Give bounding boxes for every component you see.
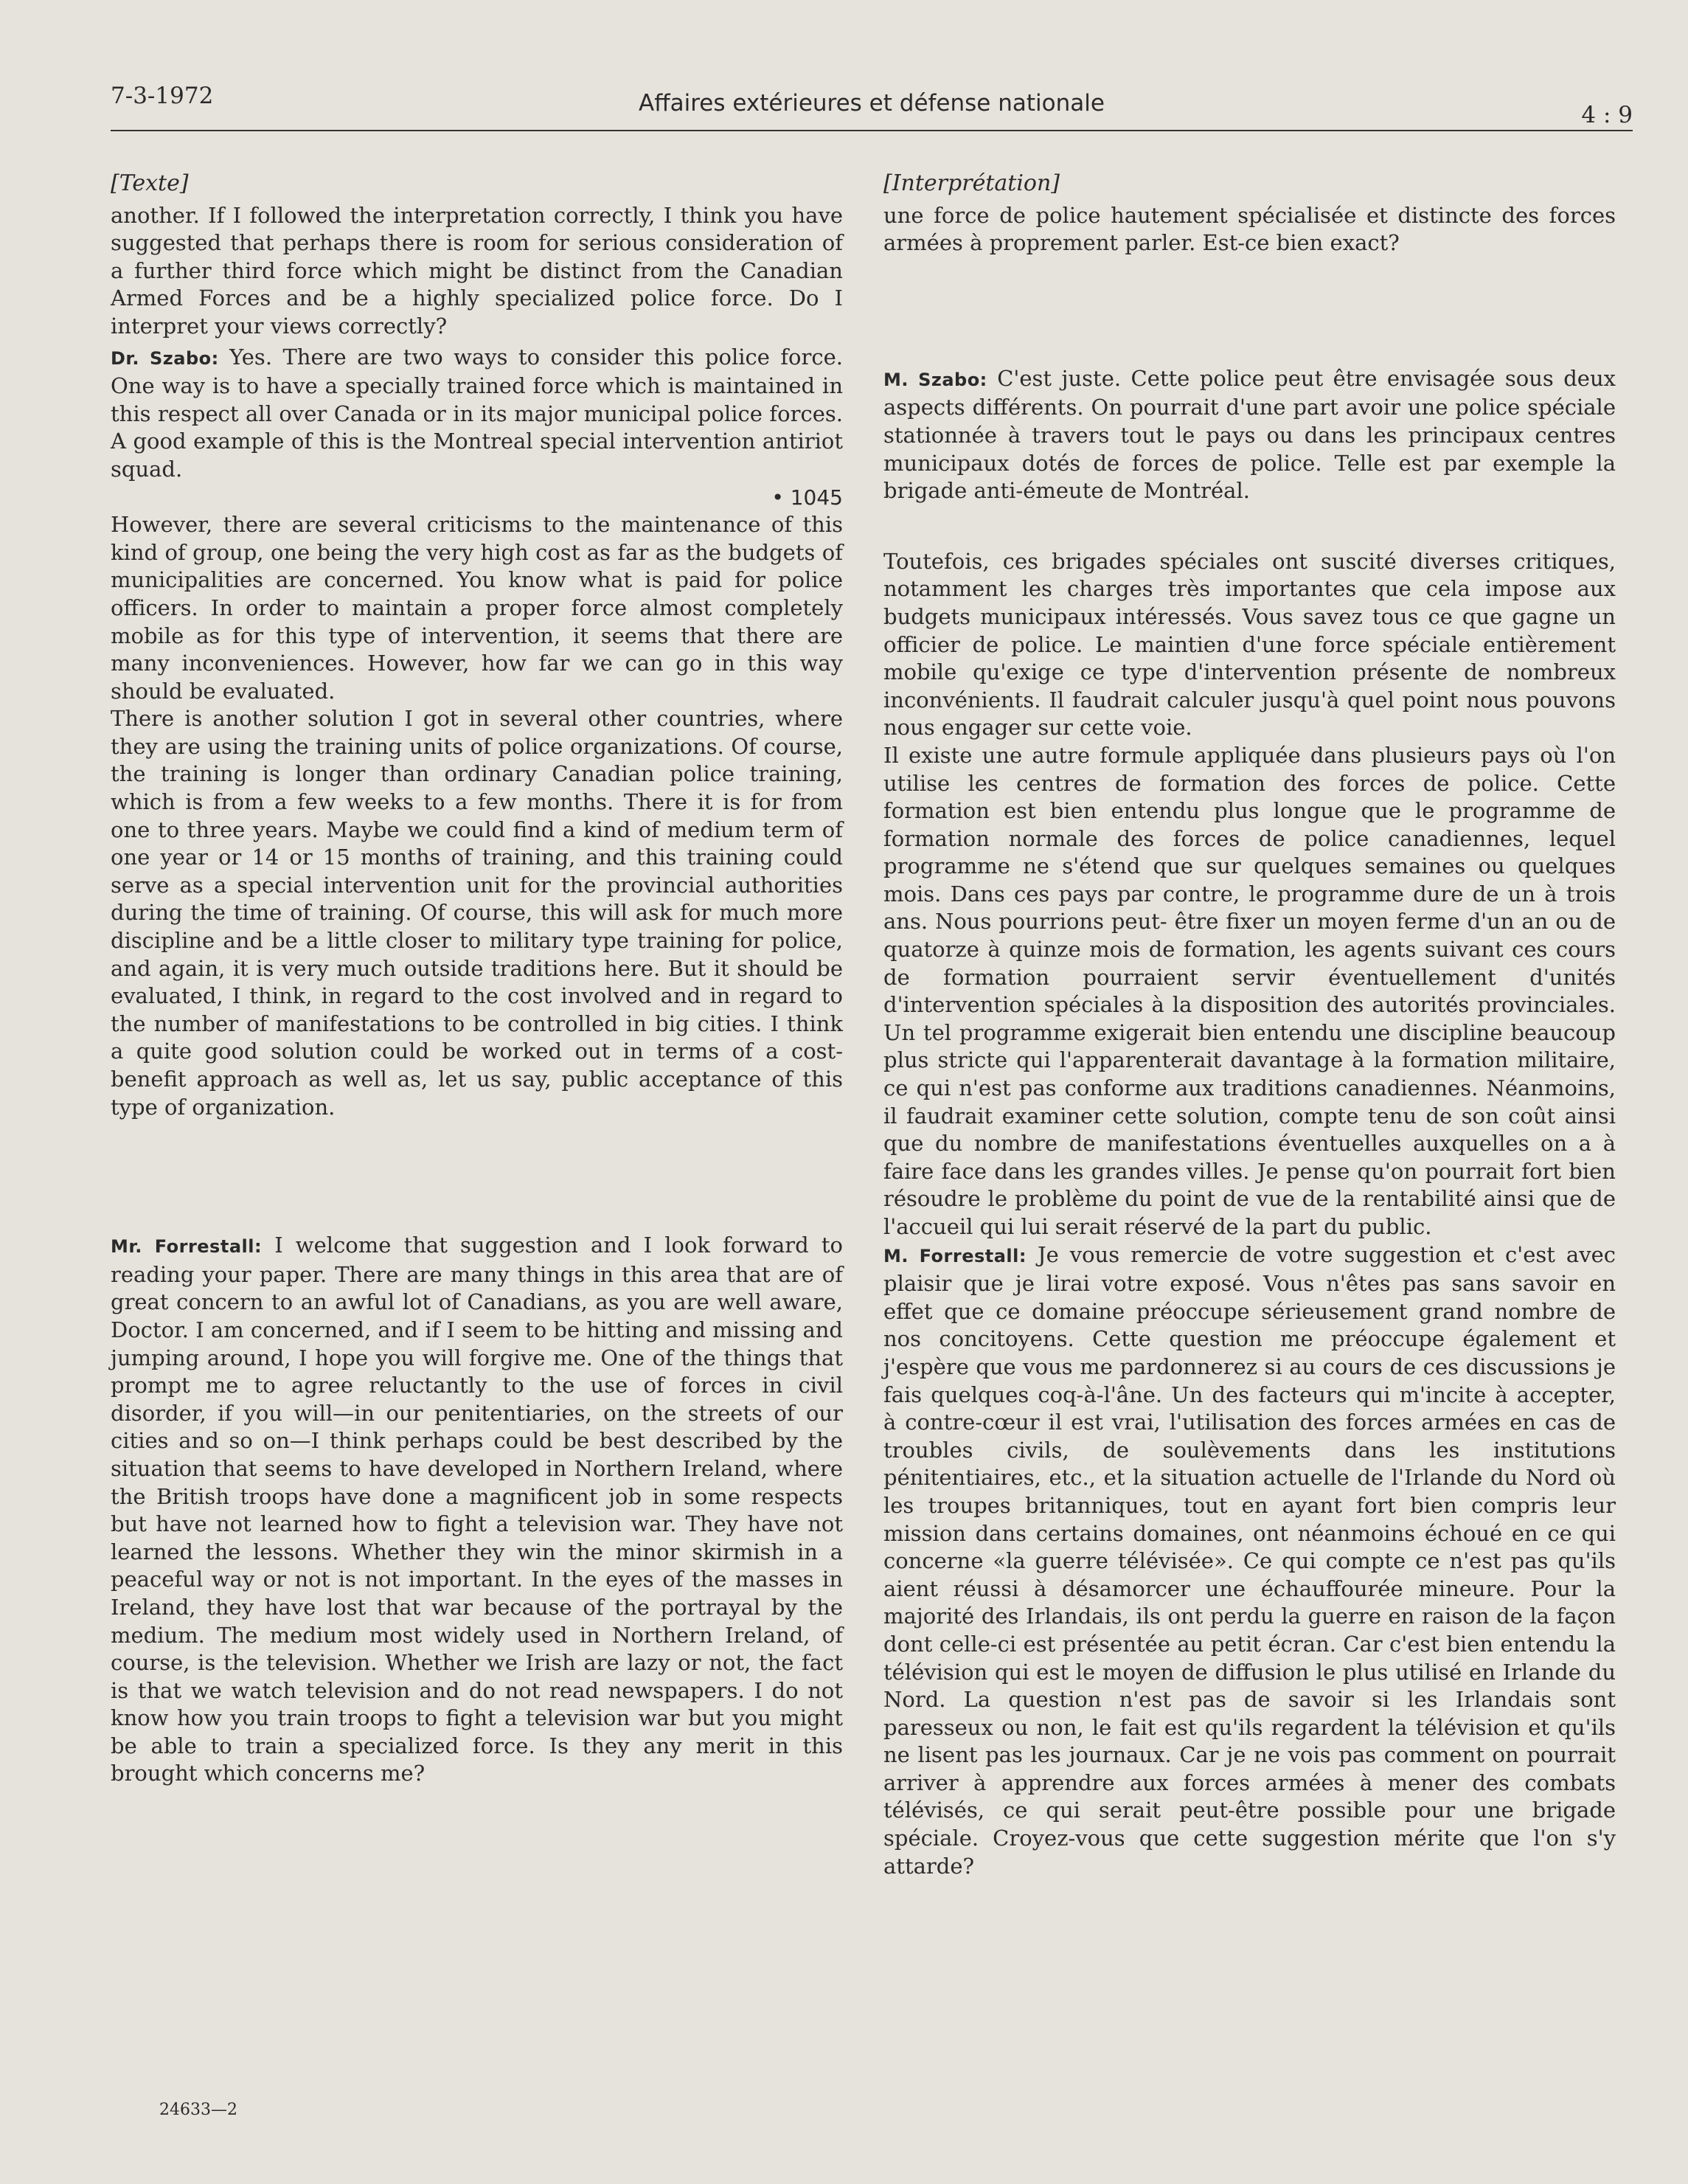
header-title: Affaires extérieures et défense nationale — [639, 90, 1105, 117]
footer-code: 24633—2 — [159, 2101, 237, 2119]
paragraph-text: Il existe une autre formule appliquée dans plusieurs pays où l'on utilise les centres de formation des forces de police. Cette formation est bien entendu plus longue que le programme de formation normale des forces de police canadiennes, lequel programme ne s'étend que sur quelques semaines ou quelques mois. Dans ces pays par contre, le programme dure de un à trois ans. Nous pourrions peut- être fixer un moyen ferme d'un an ou de quatorze à quinze mois de formation, les agents suivant ces cours de formation pourraient servir éventuellement d'unités d'intervention spéciales à la disposition des autorités provinciales. Un tel programme exigerait bien entendu une discipline beaucoup plus stricte qui l'apparenterait davantage à la formation militaire, ce qui n'est pas conforme aux traditions canadiennes. Néanmoins, il faudrait examiner cette solution, compte tenu de son coût ainsi que du nombre de manifestations éventuelles auxquelles on a à faire face dans les grandes villes. Je pense qu'on pourrait fort bien résoudre le problème du point de vue de la rentabilité ainsi que de l'accueil qui lui serait réservé de la part du public. — [883, 742, 1616, 1239]
header-date: 7-3-1972 — [111, 83, 214, 109]
paragraph-text: There is another solution I got in several other countries, where they are using the training units of police organizations. Of course, the training is longer than ordinary Canadian police training, which is from a few weeks to a few months. There it is for from one to three years. Maybe we could find a kind of medium term of one year or 14 or 15 months of training, and this training could serve as a special intervention unit for the provincial authorities during the time of training. Of course, this will ask for much more discipline and be a little closer to military type training for police, and again, it is very much outside traditions here. But it should be evaluated, I think, in regard to the cost involved and in regard to the number of manifestations to be controlled in big cities. I think a quite good solution could be worked out in terms of a cost-benefit approach as well as, let us say, public acceptance of this type of organization. — [111, 706, 843, 1120]
paragraph-text: C'est juste. Cette police peut être envisagée sous deux aspects différents. On pourrait d'une part avoir une police spéciale stationnée à travers tout le pays ou dans les principaux centres municipaux dotés de forces de police. Telle est par exemple la brigade anti-émeute de Montréal. — [883, 365, 1616, 504]
paragraph-1 — [883, 202, 1616, 257]
speaker-name: Dr. Szabo: — [111, 347, 219, 369]
french-column — [883, 170, 1616, 1880]
paragraph-4 — [883, 742, 1616, 1241]
speaker-name: Mr. Forrestall: — [111, 1236, 263, 1258]
section-label-interpretation: [Interprétation] — [883, 170, 1060, 196]
time-marker: • 1045 — [771, 485, 843, 510]
paragraph-text: However, there are several criticisms to the maintenance of this kind of group, one being the very high cost as far as the budgets of municipalities are concerned. You know what is paid for police officers. In order to maintain a proper force almost completely mobile as for this type of intervention, it seems that there are many inconveniences. However, how far we can go in this way should be evaluated. — [111, 512, 843, 704]
page-header — [111, 80, 1633, 131]
paragraph-text: Yes. There are two ways to consider this police force. One way is to have a specially trained force which is maintained in this respect all over Canada or in its major municipal police forces. A good example of this is the Montreal special intervention antiriot squad. — [111, 344, 843, 482]
paragraph-text: une force de police hautement spécialisée et distincte des forces armées à proprement parler. Est-ce bien exact? — [883, 202, 1616, 256]
paragraph-2 — [883, 365, 1616, 505]
paragraph-4 — [111, 705, 843, 1121]
paragraph-text: another. If I followed the interpretation correctly, I think you have suggested that perhaps there is room for serious consideration of a further third force which might be distinct from the Canadian Armed Forces and be a highly specialized police force. Do I interpret your views correctly? — [111, 202, 843, 339]
paragraph-text: I welcome that suggestion and I look forward to reading your paper. There are many things in this area that are of great concern to an awful lot of Canadians, as you are well aware, Doctor. I am concerned, and if I seem to be hitting and missing and jumping around, I hope you will forgive me. One of the things that prompt me to agree reluctantly to the use of forces in civil disorder, if you will—in our penitentiaries, on the streets of our cities and so on—I think perhaps could be best described by the situation that seems to have developed in Northern Ireland, where the British troops have done a magnificent job in some respects but have not learned how to fight a television war. They have not learned the lessons. Whether they win the minor skirmish in a peaceful way or not is not important. In the eyes of the masses in Ireland, they have lost that war because of the portrayal by the medium. The medium most widely used in Northern Ireland, of course, is the television. Whether we Irish are lazy or not, the fact is that we watch television and do not read newspapers. I do not know how you train troops to fight a television war but you might be able to train a specialized force. Is they any merit in this brought which concerns me? — [111, 1233, 843, 1786]
header-page-number: 4 : 9 — [1581, 102, 1633, 128]
paragraph-text: Toutefois, ces brigades spéciales ont suscité diverses critiques, notamment les charges très importantes que cela impose aux budgets municipaux intéressés. Vous savez tous ce que gagne un officier de police. Le maintien d'une force spéciale entièrement mobile qu'exige ce type d'intervention présente de nombreux inconvénients. Il faudrait calculer jusqu'à quel point nous pouvons nous engager sur cette voie. — [883, 548, 1616, 741]
paragraph-1 — [111, 202, 843, 341]
paragraph-5 — [111, 1232, 843, 1788]
paragraph-2 — [111, 344, 843, 484]
speaker-name: M. Szabo: — [883, 369, 987, 390]
section-label-text: [Texte] — [111, 170, 189, 196]
paragraph-5 — [883, 1241, 1616, 1881]
paragraph-text: Je vous remercie de votre suggestion et c'est avec plaisir que je lirai votre exposé. Vous n'êtes pas sans savoir en effet que ce domaine préoccupe sérieusement grand nombre de nos concitoyens. Cette question me préoccupe également et j'espère que vous me pardonnerez si au cours de ces discussions je fais quelques coq-à-l'âne. Un des facteurs qui m'incite à accepter, à contre-cœur il est vrai, l'utilisation des forces armées en cas de troubles civils, de soulèvements dans les institutions pénitentiaires, etc., et la situation actuelle de l'Irlande du Nord où les troupes britanniques, tout en ayant fort bien compris leur mission dans certains domaines, ont néanmoins échoué en ce qui concerne «la guerre télévisée». Ce qui compte ce n'est pas qu'ils aient réussi à désamorcer une échauffourée mineure. Pour la majorité des Irlandais, ils ont perdu la guerre en raison de la façon dont celle-ci est présentée au petit écran. Car c'est bien entendu la télévision qui est le moyen de diffusion le plus utilisé en Irlande du Nord. La question n'est pas de savoir si les Irlandais sont paresseux ou non, le fait est qu'ils regardent la télévision et qu'ils ne lisent pas les journaux. Car je ne vois pas comment on pourrait arriver à apprendre aux forces armées à mener des combats télévisés, ce qui serait peut-être possible pour une brigade spéciale. Croyez-vous que cette suggestion mérite que l'on s'y attarde? — [883, 1241, 1616, 1879]
english-column — [111, 170, 843, 1788]
speaker-name: M. Forrestall: — [883, 1245, 1027, 1266]
paragraph-3 — [883, 548, 1616, 742]
paragraph-3 — [111, 511, 843, 705]
